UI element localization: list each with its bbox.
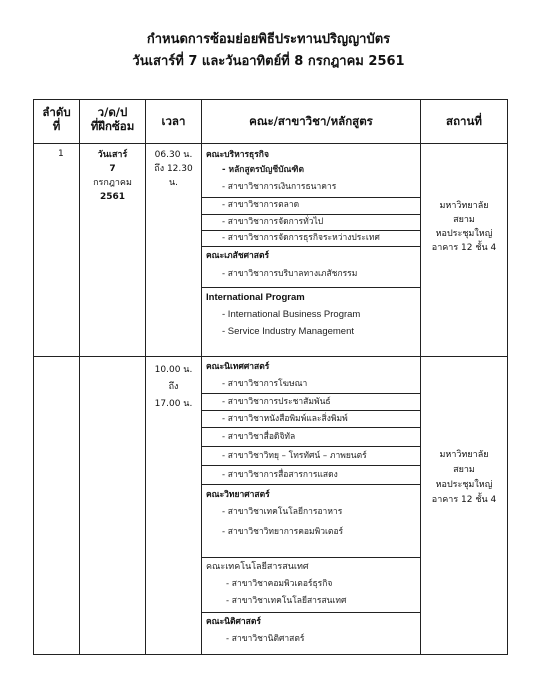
list-item: - สาขาวิชาวิทยุ – โทรทัศน์ – ภาพยนตร์ <box>222 451 367 461</box>
row1-place: มหาวิทยาลัย สยาม หอประชุมใหญ่ อาคาร 12 ชั้น 4 <box>431 201 497 253</box>
row1-faculty-pharmacy: คณะเภสัชศาสตร์ <box>206 251 270 261</box>
list-item: - สาขาวิชาหนังสือพิมพ์และสิ่งพิมพ์ <box>222 414 348 424</box>
document-subtitle: วันเสาร์ที่ 7 และวันอาทิตย์ที่ 8 กรกฎาคม 2561 <box>132 54 405 69</box>
list-item: - Service Industry Management <box>222 326 355 337</box>
header-order: ลำดับ ที่ <box>42 105 71 133</box>
header-time: เวลา <box>161 114 186 128</box>
header-divider <box>33 143 508 144</box>
list-item: - สาขาวิชาสื่อดิจิทัล <box>222 432 296 442</box>
list-item: - สาขาวิชานิติศาสตร์ <box>226 634 305 644</box>
list-item: - International Business Program <box>222 309 361 320</box>
row1-time: 06.30 น. ถึง 12.30 น. <box>154 150 193 188</box>
table-border-top <box>33 99 508 100</box>
list-item: - สาขาวิชาคอมพิวเตอร์ธุรกิจ <box>226 579 333 589</box>
list-item: - สาขาวิชาการสื่อสารการแสดง <box>222 470 338 480</box>
row1-date: วันเสาร์ 7 กรกฎาคม 2561 <box>93 150 132 202</box>
row2-faculty-it: คณะเทคโนโลยีสารสนเทศ <box>206 562 309 572</box>
row1-order: 1 <box>58 149 64 159</box>
row1-faculty-business: คณะบริหารธุรกิจ <box>206 150 269 160</box>
table-border-bottom <box>33 654 508 655</box>
list-item: - สาขาวิชาการเงินการธนาคาร <box>222 182 337 192</box>
row2-place: มหาวิทยาลัย สยาม หอประชุมใหญ่ อาคาร 12 ชั้น 4 <box>431 450 497 505</box>
list-item: - สาขาวิชาเทคโนโลยีสารสนเทศ <box>226 596 347 606</box>
table-border-right <box>507 99 508 655</box>
row1-international-program: International Program <box>206 292 305 303</box>
table-border-left <box>33 99 34 655</box>
row2-faculty-science: คณะวิทยาศาสตร์ <box>206 490 270 500</box>
list-item: - สาขาวิชาการจัดการทั่วไป <box>222 217 324 227</box>
list-item: - สาขาวิชาการบริบาลทางเภสัชกรรม <box>222 269 358 279</box>
col-divider-3 <box>201 99 202 655</box>
row2-faculty-communication: คณะนิเทศศาสตร์ <box>206 362 270 372</box>
row-divider <box>33 356 508 357</box>
list-item: - สาขาวิชาการโฆษณา <box>222 379 308 389</box>
row2-time: 10.00 น. ถึง 17.00 น. <box>154 365 193 409</box>
document-title: กำหนดการซ้อมย่อยพิธีประทานปริญญาบัตร <box>146 32 391 47</box>
row2-faculty-law: คณะนิติศาสตร์ <box>206 617 261 627</box>
list-item: - สาขาวิชาวิทยาการคอมพิวเตอร์ <box>222 527 344 537</box>
list-item: - สาขาวิชาเทคโนโลยีการอาหาร <box>222 507 343 517</box>
header-program: คณะ/สาขาวิชา/หลักสูตร <box>249 114 373 128</box>
list-item: - หลักสูตรบัญชีบัณฑิต <box>222 165 304 175</box>
list-item: - สาขาวิชาการจัดการธุรกิจระหว่างประเทศ <box>222 233 380 243</box>
list-item: - สาขาวิชาการตลาด <box>222 200 300 210</box>
header-date: ว/ด/ป ที่ฝึกซ้อม <box>90 105 135 133</box>
list-item: - สาขาวิชาการประชาสัมพันธ์ <box>222 397 331 407</box>
col-divider-4 <box>420 99 421 655</box>
header-place: สถานที่ <box>446 114 482 128</box>
